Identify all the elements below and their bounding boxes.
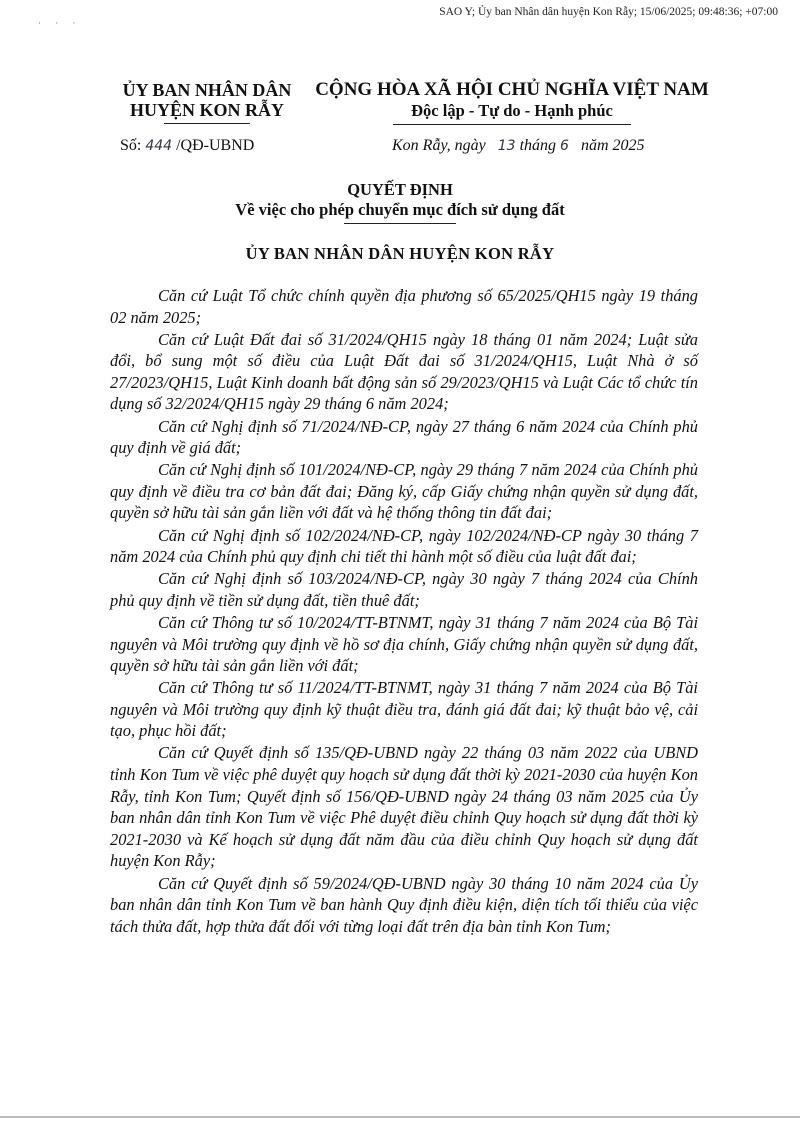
document-subtitle bbox=[0, 200, 800, 224]
digital-signature-stamp: SAO Y; Ủy ban Nhân dân huyện Kon Rẫy; 15/06/2025; 09:48:36; +07:00 bbox=[439, 6, 778, 18]
motto-underline bbox=[393, 124, 631, 125]
scan-specks: · · · bbox=[38, 18, 82, 28]
date-year: năm 2025 bbox=[576, 137, 645, 154]
legal-basis-paragraph: Căn cứ Luật Đất đai số 31/2024/QH15 ngày 18 tháng 01 năm 2024; Luật sửa đổi, bổ sung một số điều của Luật Đất đai số 31/2024/QH15, Luật Nhà ở số 27/2023/QH15, Luật Kinh doanh bất động sản số 29/2023/QH15 và Luật Các tổ chức tín dụng số 32/2024/QH15 ngày 29 tháng 6 năm 2024; bbox=[110, 329, 698, 414]
doc-number-suffix: /QĐ-UBND bbox=[172, 137, 255, 154]
legal-basis-paragraph: Căn cứ Nghị định số 102/2024/NĐ-CP, ngày 102/2024/NĐ-CP ngày 30 tháng 7 năm 2024 của Chính phủ quy định chi tiết thi hành một số điều của luật đất đai; bbox=[110, 525, 698, 567]
document-body bbox=[110, 285, 698, 938]
legal-basis-paragraph: Căn cứ Nghị định số 103/2024/NĐ-CP, ngày 30 ngày 7 tháng 2024 của Chính phủ quy định về tiền sử dụng đất, tiền thuê đất; bbox=[110, 569, 698, 610]
org-line-2: HUYỆN KON RẪY bbox=[129, 100, 284, 120]
scan-edge bbox=[0, 1116, 800, 1118]
date-place: Kon Rẫy, ngày bbox=[392, 137, 490, 154]
issuing-organization bbox=[112, 80, 302, 124]
legal-basis-paragraph: Căn cứ Luật Tổ chức chính quyền địa phương số 65/2025/QH15 ngày 19 tháng 02 năm 2025; bbox=[110, 286, 698, 327]
date-month: 6 bbox=[560, 138, 569, 154]
legal-basis-paragraph: Căn cứ Thông tư số 10/2024/TT-BTNMT, ngày 31 tháng 7 năm 2024 của Bộ Tài nguyên và Môi trường quy định về hồ sơ địa chính, Giấy chứng nhận quyền sử dụng đất, quyền sở hữu tài sản gắn liền với đất; bbox=[110, 612, 698, 676]
org-line-1: ỦY BAN NHÂN DÂN bbox=[122, 80, 292, 100]
legal-basis-paragraph: Căn cứ Nghị định số 71/2024/NĐ-CP, ngày 27 tháng 6 năm 2024 của Chính phủ quy định về giá đất; bbox=[110, 416, 698, 458]
legal-basis-paragraph: Căn cứ Quyết định số 135/QĐ-UBND ngày 22 tháng 03 năm 2022 của UBND tỉnh Kon Tum về việc phê duyệt quy hoạch sử dụng đất thời kỳ 2021-2030 của huyện Kon Rẫy, tỉnh Kon Tum; Quyết định số 156/QĐ-UBND ngày 24 tháng 03 năm 2025 của Ủy ban nhân dân tỉnh Kon Tum về việc Phê duyệt điều chỉnh Quy hoạch sử dụng đất thời kỳ 2021-2030 và Kế hoạch sử dụng đất năm đầu của điều chỉnh Quy hoạch sử dụng đất huyện Kon Rẫy; bbox=[110, 743, 698, 871]
subtitle-underline bbox=[344, 223, 456, 224]
legal-basis-paragraph: Căn cứ Nghị định số 101/2024/NĐ-CP, ngày 29 tháng 7 năm 2024 của Chính phủ quy định về điều tra cơ bản đất đai; Đăng ký, cấp Giấy chứng nhận quyền sử dụng đất, quyền sở hữu tài sản gắn liền với đất và hệ thống thông tin đất đai; bbox=[110, 460, 698, 523]
nation-name: CỘNG HÒA XÃ HỘI CHỦ NGHĨA VIỆT NAM bbox=[315, 79, 709, 100]
date-day: 13 bbox=[497, 138, 516, 154]
nation-motto: Độc lập - Tự do - Hạnh phúc bbox=[411, 101, 613, 120]
org-underline bbox=[164, 123, 250, 124]
legal-basis-paragraph: Căn cứ Quyết định số 59/2024/QĐ-UBND ngày 30 tháng 10 năm 2024 của Ủy ban nhân dân tỉnh Kon Tum về ban hành Quy định điều kiện, diện tích tối thiểu của việc tách thửa đất, hợp thửa đất đối với từng loại đất trên địa bàn tỉnh Kon Tum; bbox=[110, 873, 698, 936]
subtitle-text: Về việc cho phép chuyển mục đích sử dụng đất bbox=[235, 200, 565, 219]
date-month-label: tháng bbox=[515, 137, 561, 154]
legal-basis-paragraph: Căn cứ Thông tư số 11/2024/TT-BTNMT, ngày 31 tháng 7 năm 2024 của Bộ Tài nguyên và Môi trường quy định kỹ thuật điều tra, đánh giá đất đai; kỹ thuật bảo vệ, cải tạo, phục hồi đất; bbox=[110, 678, 698, 741]
doc-number-prefix: Số: bbox=[120, 137, 146, 154]
doc-number-handwritten: 444 bbox=[145, 138, 173, 154]
national-header bbox=[312, 80, 712, 125]
issue-date bbox=[392, 137, 645, 155]
document-number bbox=[120, 137, 254, 155]
issuing-authority: ỦY BAN NHÂN DÂN HUYỆN KON RẪY bbox=[245, 244, 555, 263]
document-title: QUYẾT ĐỊNH bbox=[347, 180, 453, 199]
